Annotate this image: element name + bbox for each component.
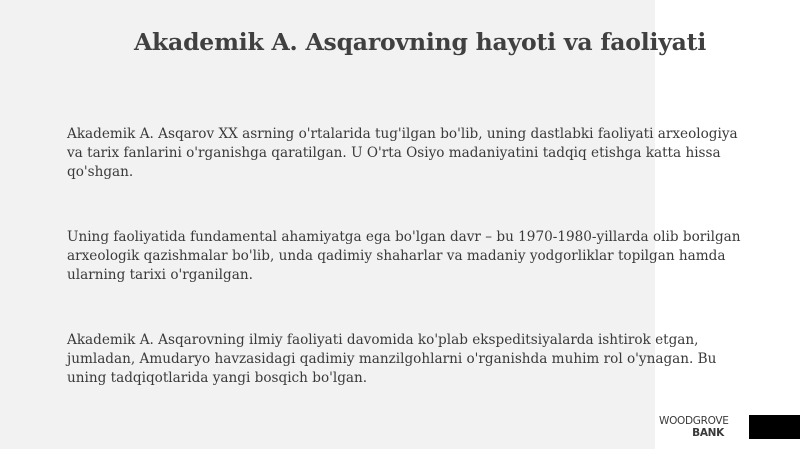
logo-line-1: WOODGROVE (659, 415, 729, 427)
company-logo (659, 415, 729, 439)
paragraph-1: Akademik A. Asqarov XX asrning o'rtalarida tug'ilgan bo'lib, uning dastlabki faoliyati arxeologiya va tarix fanlarini o'rganishga qaratilgan. U O'rta Osiyo madaniyatini tadqiq etishga katta hissa qo'shgan. (67, 126, 738, 180)
paragraph-2: Uning faoliyatida fundamental ahamiyatga ega bo'lgan davr – bu 1970-1980-yillarda olib borilgan arxeologik qazishmalar bo'lib, unda qadimiy shaharlar va madaniy yodgorliklar topilgan hamda ularning tarixi o'rganilgan. (67, 229, 741, 283)
logo-line-2: BANK (692, 427, 724, 439)
slide-title: Akademik A. Asqarovning hayoti va faoliyati (133, 28, 707, 56)
paragraph-3: Akademik A. Asqarovning ilmiy faoliyati davomida ko'plab ekspeditsiyalarda ishtirok etgan, jumladan, Amudaryo havzasidagi qadimiy manzilgohlarni o'rganishda muhim rol o'ynagan. Bu uning tadqiqotlarida yangi bosqich bo'lgan. (67, 332, 717, 386)
logo-mark (749, 415, 800, 439)
